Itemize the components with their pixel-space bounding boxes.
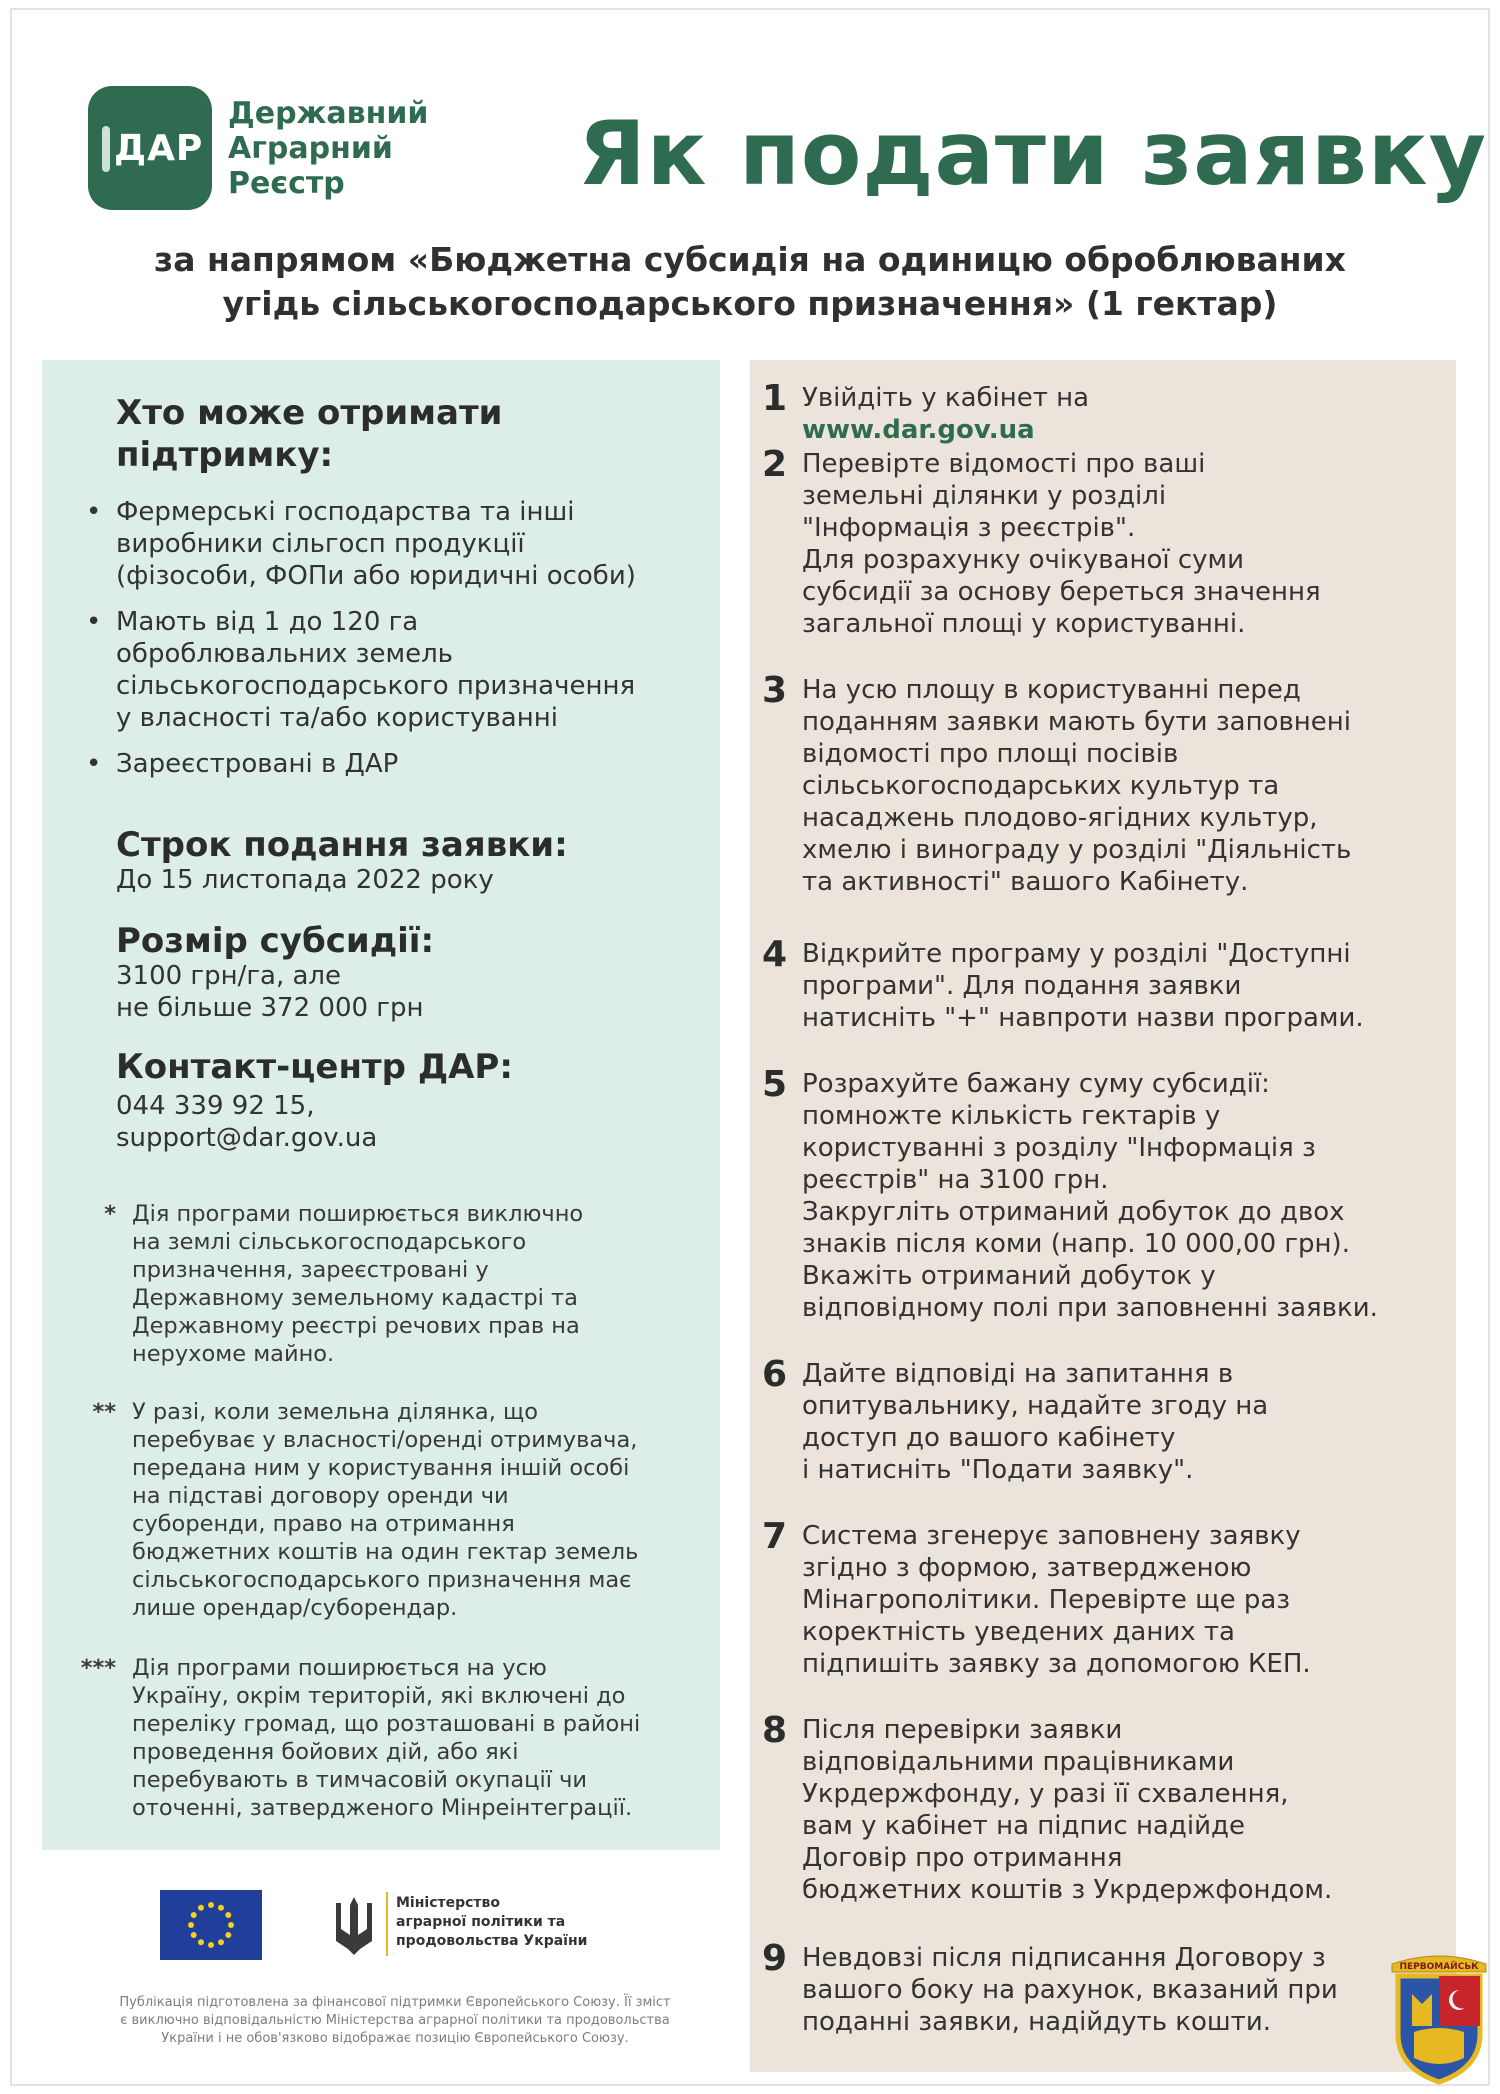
brand-line: Державний: [228, 96, 429, 131]
bullet-line: • Фермерські господарства та інші: [116, 497, 575, 527]
disclaimer-line: є виключно відповідальністю Міністерства аграрної політики та продовольства: [120, 2013, 670, 2028]
step-line: "Інформація з реєстрів".: [802, 513, 1136, 543]
step-line: згідно з формою, затвердженою: [802, 1553, 1252, 1583]
step-line: загальної площі у користуванні.: [802, 609, 1246, 639]
footnote-marker: ***: [80, 1655, 116, 1681]
step-8: [762, 1710, 1452, 1906]
step-line: субсидії за основу береться значення: [802, 577, 1321, 607]
step-2: [762, 444, 1452, 640]
step-line: натисніть "+" навпроти назви програми.: [802, 1003, 1364, 1033]
step-line: Вкажіть отриманий добуток у: [802, 1261, 1216, 1291]
step-number: 5: [762, 1064, 788, 1105]
steps-panel: [750, 360, 1456, 2072]
footnote-line: Україну, окрім територій, які включені до: [132, 1683, 626, 1709]
step-line: Відкрийте програму у розділі "Доступні: [802, 939, 1351, 969]
footnote-line: бюджетних коштів на один гектар земель: [132, 1539, 639, 1565]
footnote-2: [58, 1398, 708, 1622]
bullet-line: сільськогосподарського призначення: [116, 671, 636, 701]
emblem-text: ПЕРВОМАЙСЬК: [1399, 1962, 1479, 1972]
step-line: Система згенерує заповнену заявку: [802, 1521, 1301, 1551]
step-line: Укрдержфонду, у разі її схвалення,: [802, 1779, 1289, 1809]
step-number: 8: [762, 1710, 788, 1751]
step-line: Дайте відповіді на запитання в: [802, 1359, 1234, 1389]
footnote-line: на підставі договору оренди чи: [132, 1483, 509, 1509]
heading-line: Хто може отримати: [116, 393, 503, 433]
footnote-line: Державному земельному кадастрі та: [132, 1285, 578, 1311]
city-emblem-icon: [1384, 1946, 1494, 2086]
ministry-divider: [386, 1892, 388, 1956]
footnote-marker: *: [104, 1201, 116, 1227]
trident-icon: [334, 1895, 374, 1957]
subtitle-line: за напрямом «Бюджетна субсидія на одиницю оброблюваних: [154, 240, 1346, 279]
step-line: користуванні з розділу "Інформація з: [802, 1133, 1316, 1163]
footnote-line: Дія програми поширюється на усю: [132, 1655, 547, 1681]
step-line: програми". Для подання заявки: [802, 971, 1242, 1001]
step-line: Невдовзі після підписання Договору з: [802, 1943, 1326, 1973]
brand-line: Реєстр: [228, 166, 345, 201]
list-item: [82, 748, 712, 780]
step-line: Мінагрополітики. Перевірте ще раз: [802, 1585, 1291, 1615]
bullet-line: (фізособи, ФОПи або юридичні особи): [116, 561, 636, 591]
ministry-name: [396, 1894, 587, 1951]
step-line: знаків після коми (напр. 10 000,00 грн).: [802, 1229, 1350, 1259]
bullet-line: виробники сільгосп продукції: [116, 529, 525, 559]
footnote-line: лише орендар/суборендар.: [132, 1595, 458, 1621]
bullet-line: • Мають від 1 до 120 га: [116, 607, 419, 637]
bullet-line: оброблювальних земель: [116, 639, 454, 669]
footnote-line: призначення, зареєстровані у: [132, 1257, 489, 1283]
footnote-line: У разі, коли земельна ділянка, що: [132, 1399, 538, 1425]
step-3: [762, 670, 1452, 898]
page-subtitle: [80, 238, 1420, 326]
footnote-line: передана ним у користування іншій особі: [132, 1455, 630, 1481]
step-9: [762, 1938, 1452, 2038]
eu-flag-icon: [160, 1890, 262, 1960]
info-panel: [42, 360, 720, 1850]
brand-line: Аграрний: [228, 131, 393, 166]
subsidy-text: [116, 960, 423, 1024]
step-line: Договір про отримання: [802, 1843, 1123, 1873]
step-line: Перевірте відомості про ваші: [802, 449, 1206, 479]
step-number: 7: [762, 1516, 788, 1557]
step-number: 2: [762, 444, 788, 485]
dar-logo: [88, 86, 212, 210]
step-number: 9: [762, 1938, 788, 1979]
deadline-heading: Строк подання заявки:: [116, 825, 568, 865]
footnote-line: переліку громад, що розташовані в районі: [132, 1711, 641, 1737]
step-line: сільськогосподарських культур та: [802, 771, 1280, 801]
step-4: [762, 934, 1452, 1034]
step-line: відповідальними працівниками: [802, 1747, 1235, 1777]
footnote-marker: **: [92, 1399, 116, 1425]
footnote-line: нерухоме майно.: [132, 1341, 335, 1367]
step-line: помножте кількість гектарів у: [802, 1101, 1221, 1131]
dar-website-link[interactable]: www.dar.gov.ua: [802, 415, 1035, 445]
footnote-line: сільськогосподарського призначення має: [132, 1567, 632, 1593]
step-6: [762, 1354, 1452, 1486]
contact-email: support@dar.gov.ua: [116, 1123, 378, 1153]
step-5: [762, 1064, 1452, 1324]
step-line: підпишіть заявку за допомогою КЕП.: [802, 1649, 1311, 1679]
step-line: та активності" вашого Кабінету.: [802, 867, 1249, 897]
step-7: [762, 1516, 1452, 1680]
footnote-line: Дія програми поширюється виключно: [132, 1201, 584, 1227]
footnote-line: Державному реєстрі речових прав на: [132, 1313, 580, 1339]
step-number: 3: [762, 670, 788, 711]
contact-phone: 044 339 92 15,: [116, 1091, 315, 1121]
disclaimer-line: України і не обов'язково відображає позицію Європейського Союзу.: [161, 2031, 629, 2046]
ministry-line: аграрної політики та: [396, 1914, 566, 1930]
footnote-1: [58, 1200, 708, 1368]
heading-line: підтримку:: [116, 435, 334, 475]
footnote-line: суборенди, право на отримання: [132, 1511, 515, 1537]
ministry-line: Міністерство: [396, 1895, 501, 1911]
step-line: реєстрів" на 3100 грн.: [802, 1165, 1109, 1195]
footnote-line: перебуває у власності/оренді отримувача,: [132, 1427, 638, 1453]
step-line: Увійдіть у кабінет на: [802, 383, 1090, 413]
eu-disclaimer: [50, 1994, 740, 2048]
step-line: опитувальнику, надайте згоду на: [802, 1391, 1269, 1421]
step-number: 1: [762, 378, 788, 419]
step-1: [762, 378, 1452, 446]
eligibility-heading: [116, 392, 502, 476]
step-number: 4: [762, 934, 788, 975]
step-line: відповідному полі при заповненні заявки.: [802, 1293, 1378, 1323]
subsidy-line: 3100 грн/га, але: [116, 961, 342, 991]
step-line: вашого боку на рахунок, вказаний при: [802, 1975, 1338, 2005]
step-line: земельні ділянки у розділі: [802, 481, 1167, 511]
list-item: [82, 496, 712, 592]
footnote-line: перебувають в тимчасовій окупації чи: [132, 1767, 588, 1793]
footnote-line: оточенні, затвердженого Мінреінтеграції.: [132, 1795, 633, 1821]
step-line: Після перевірки заявки: [802, 1715, 1123, 1745]
step-line: і натисніть "Подати заявку".: [802, 1455, 1194, 1485]
step-line: Закругліть отриманий добуток до двох: [802, 1197, 1345, 1227]
step-line: На усю площу в користуванні перед: [802, 675, 1301, 705]
step-line: хмелю і винограду у розділі "Діяльність: [802, 835, 1352, 865]
step-line: відомості про площі посівів: [802, 739, 1179, 769]
step-line: коректність уведених даних та: [802, 1617, 1235, 1647]
footnote-3: [58, 1654, 708, 1822]
brand-name: [228, 96, 428, 201]
eligibility-list: [82, 496, 712, 794]
footnote-line: проведення бойових дій, або які: [132, 1739, 519, 1765]
subsidy-heading: Розмір субсидії:: [116, 921, 435, 961]
ministry-line: продовольства України: [396, 1933, 588, 1949]
wheat-icon: [102, 126, 110, 172]
step-number: 6: [762, 1354, 788, 1395]
deadline-text: До 15 листопада 2022 року: [116, 865, 494, 895]
subtitle-line: угідь сільськогосподарського призначення» (1 гектар): [222, 284, 1278, 323]
step-line: поданням заявки мають бути заповнені: [802, 707, 1352, 737]
contact-text: [116, 1090, 377, 1154]
bullet-line: • Зареєстровані в ДАР: [116, 749, 399, 779]
subsidy-line: не більше 372 000 грн: [116, 993, 424, 1023]
list-item: [82, 606, 712, 734]
step-line: поданні заявки, надійдуть кошти.: [802, 2007, 1271, 2037]
step-line: доступ до вашого кабінету: [802, 1423, 1176, 1453]
step-line: вам у кабінет на підпис надійде: [802, 1811, 1245, 1841]
page-title: Як подати заявку: [578, 102, 1487, 205]
step-line: Для розрахунку очікуваної суми: [802, 545, 1245, 575]
step-line: бюджетних коштів з Укрдержфондом.: [802, 1875, 1333, 1905]
contact-heading: Контакт-центр ДАР:: [116, 1047, 513, 1087]
disclaimer-line: Публікація підготовлена за фінансової підтримки Європейського Союзу. Її зміст: [119, 1995, 671, 2010]
step-line: Розрахуйте бажану суму субсидії:: [802, 1069, 1270, 1099]
bullet-line: у власності та/або користуванні: [116, 703, 558, 733]
step-line: насаджень плодово-ягідних культур,: [802, 803, 1318, 833]
logo-abbreviation: ДАР: [114, 128, 204, 169]
footnote-line: на землі сільськогосподарського: [132, 1229, 527, 1255]
